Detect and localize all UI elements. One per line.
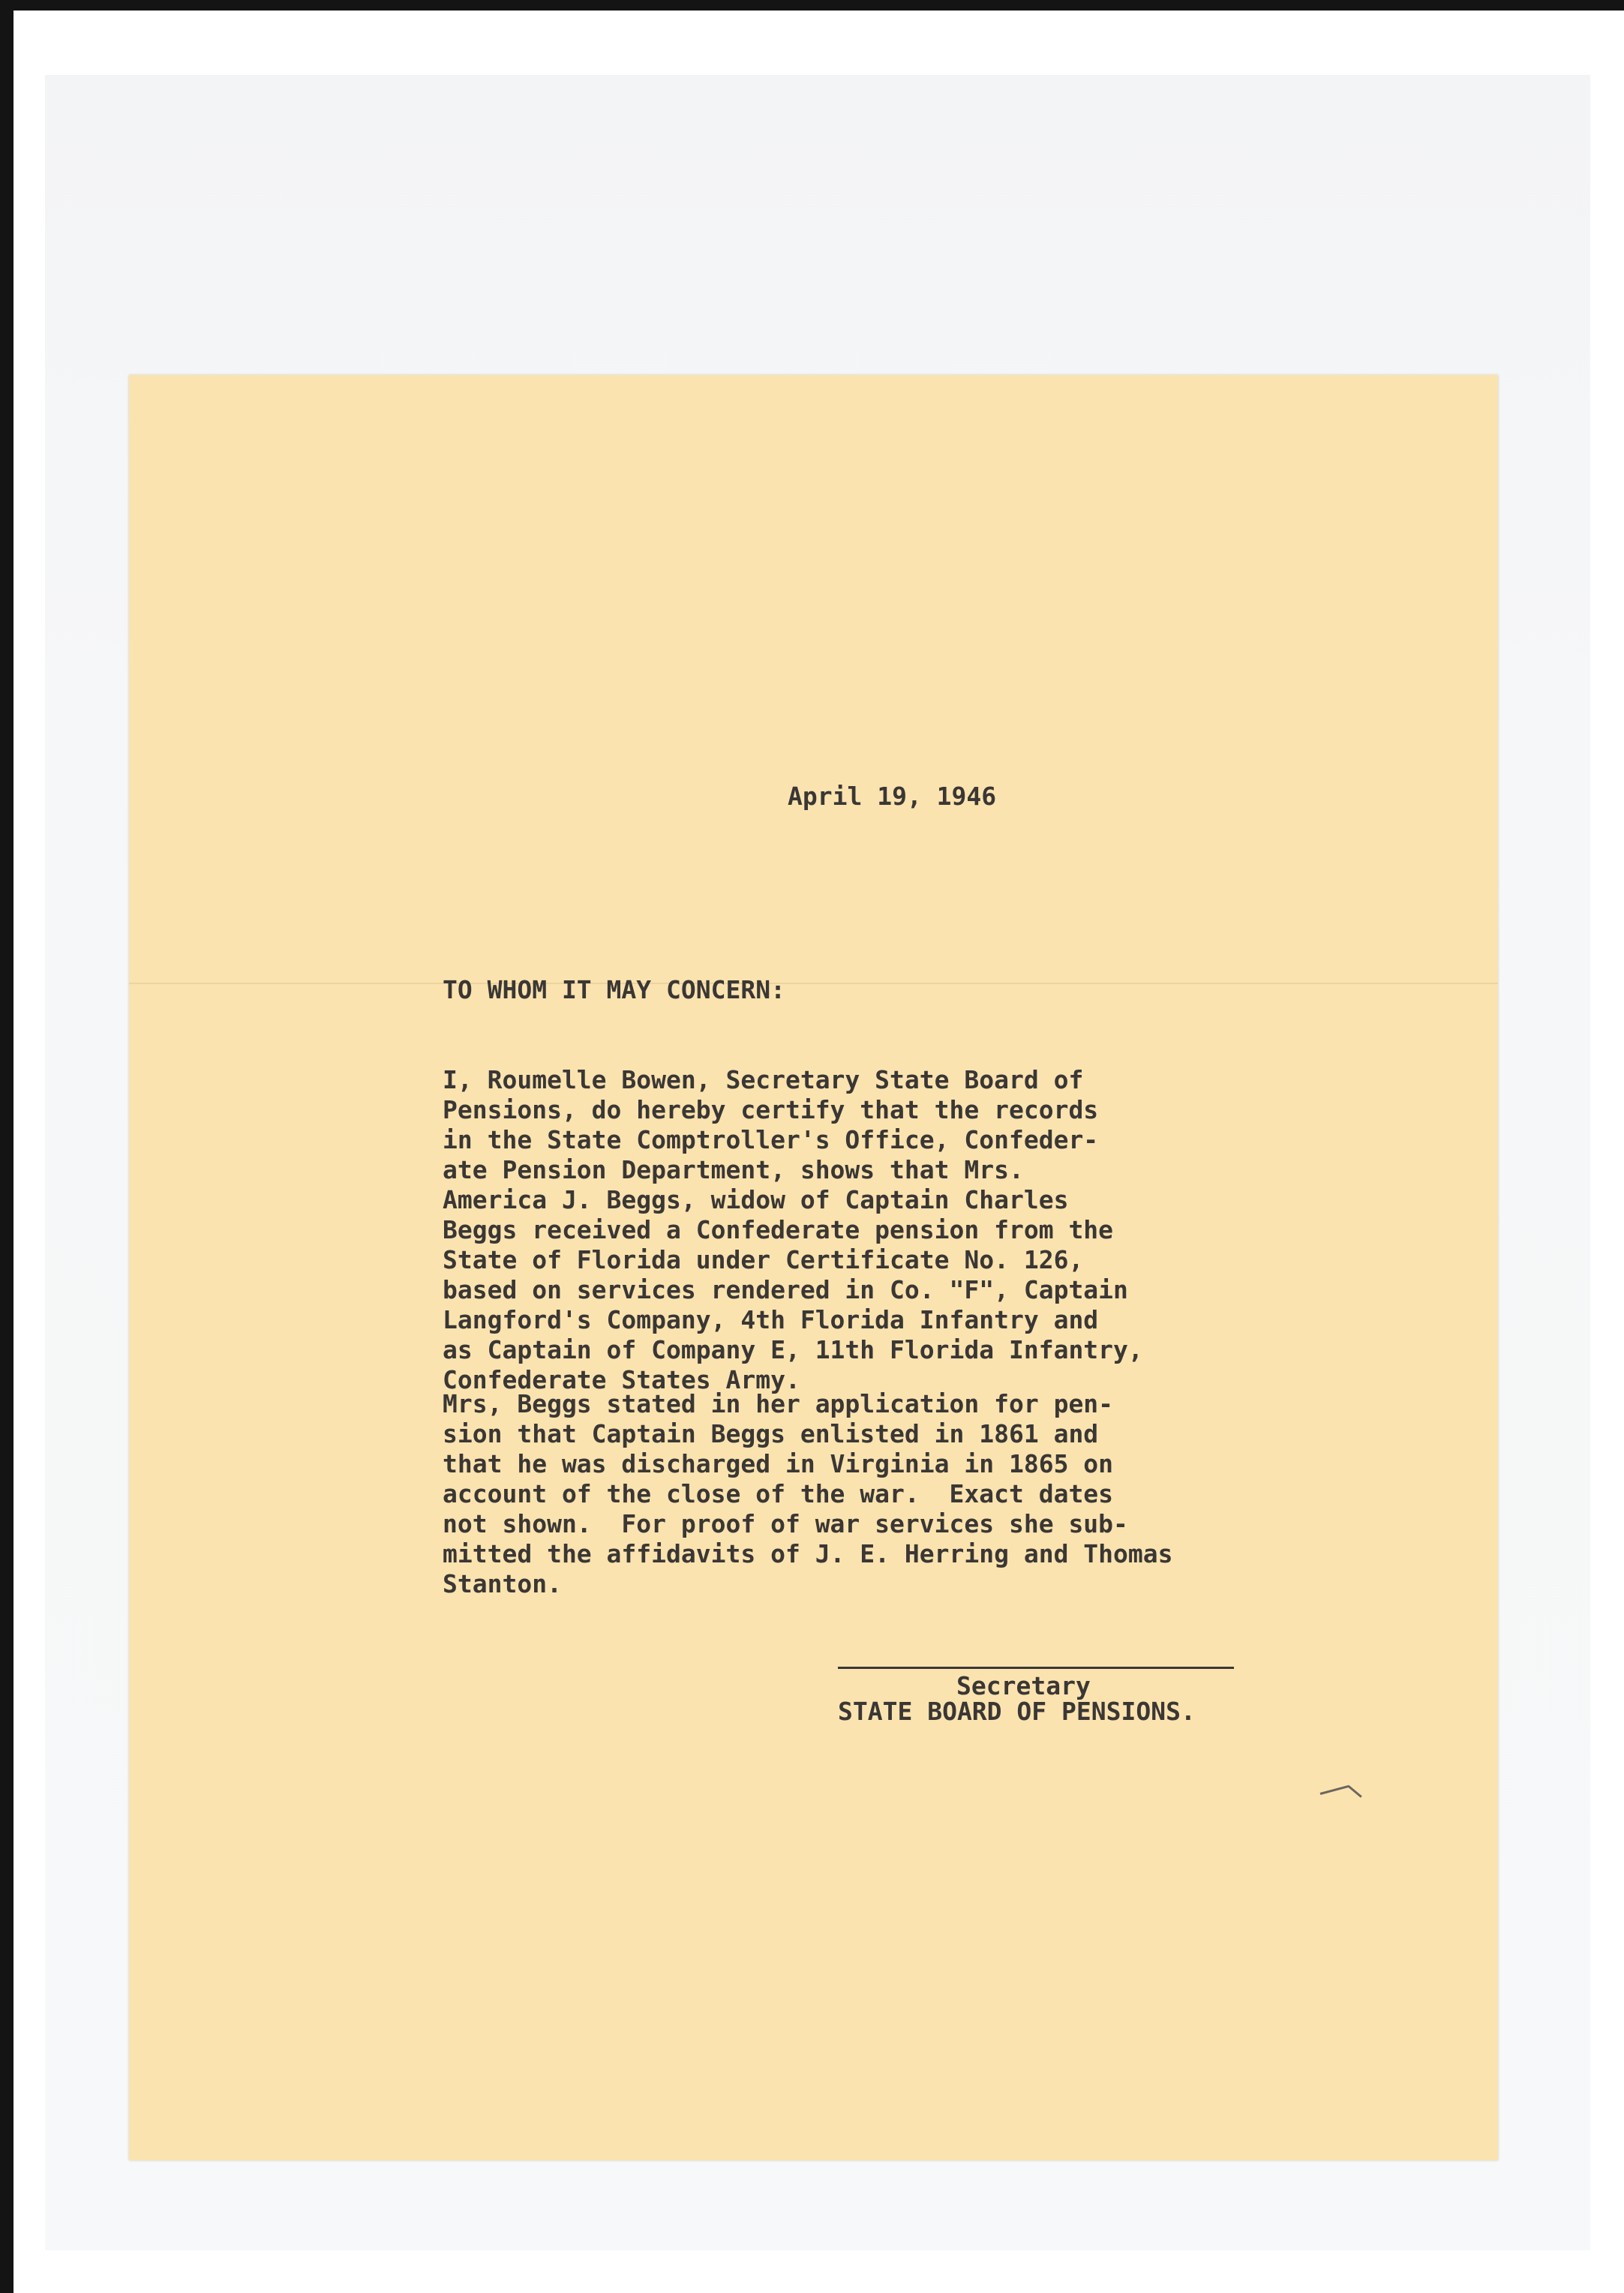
paragraph-line: mitted the affidavits of J. E. Herring and Thomas (443, 1539, 1173, 1568)
signature-organization: STATE BOARD OF PENSIONS. (838, 1697, 1196, 1726)
paragraph-line: based on services rendered in Co. "F", Captain (443, 1275, 1128, 1304)
signature-line (838, 1667, 1234, 1669)
paragraph-line: Beggs received a Confederate pension from the (443, 1215, 1114, 1244)
scanner-left-border (0, 0, 14, 2293)
paragraph-line: as Captain of Company E, 11th Florida Infantry, (443, 1335, 1143, 1364)
paragraph-line: Pensions, do hereby certify that the records (443, 1095, 1099, 1124)
paragraph-line: Confederate States Army. (443, 1365, 800, 1394)
paragraph-line: America J. Beggs, widow of Captain Charles (443, 1185, 1069, 1214)
paragraph-line: State of Florida under Certificate No. 126, (443, 1245, 1084, 1274)
paragraph-line: Langford's Company, 4th Florida Infantry and (443, 1305, 1099, 1334)
paragraph-line: not shown. For proof of war services she sub- (443, 1509, 1128, 1538)
paragraph-line: in the State Comptroller's Office, Confeder- (443, 1125, 1099, 1154)
paragraph-line: I, Roumelle Bowen, Secretary State Board of (443, 1065, 1084, 1094)
paragraph-line: Mrs, Beggs stated in her application for pen- (443, 1389, 1114, 1418)
signature-title: Secretary (956, 1671, 1091, 1700)
paragraph-line: account of the close of the war. Exact dates (443, 1479, 1114, 1508)
paragraph-line: Stanton. (443, 1569, 562, 1598)
paragraph-line: sion that Captain Beggs enlisted in 1861 and (443, 1419, 1099, 1448)
paragraph-line: ate Pension Department, shows that Mrs. (443, 1155, 1024, 1184)
scanner-top-border (0, 0, 1624, 11)
paragraph-line: that he was discharged in Virginia in 1865 on (443, 1449, 1114, 1478)
letter-salutation: TO WHOM IT MAY CONCERN: (443, 975, 785, 1004)
letter-date: April 19, 1946 (788, 782, 997, 811)
